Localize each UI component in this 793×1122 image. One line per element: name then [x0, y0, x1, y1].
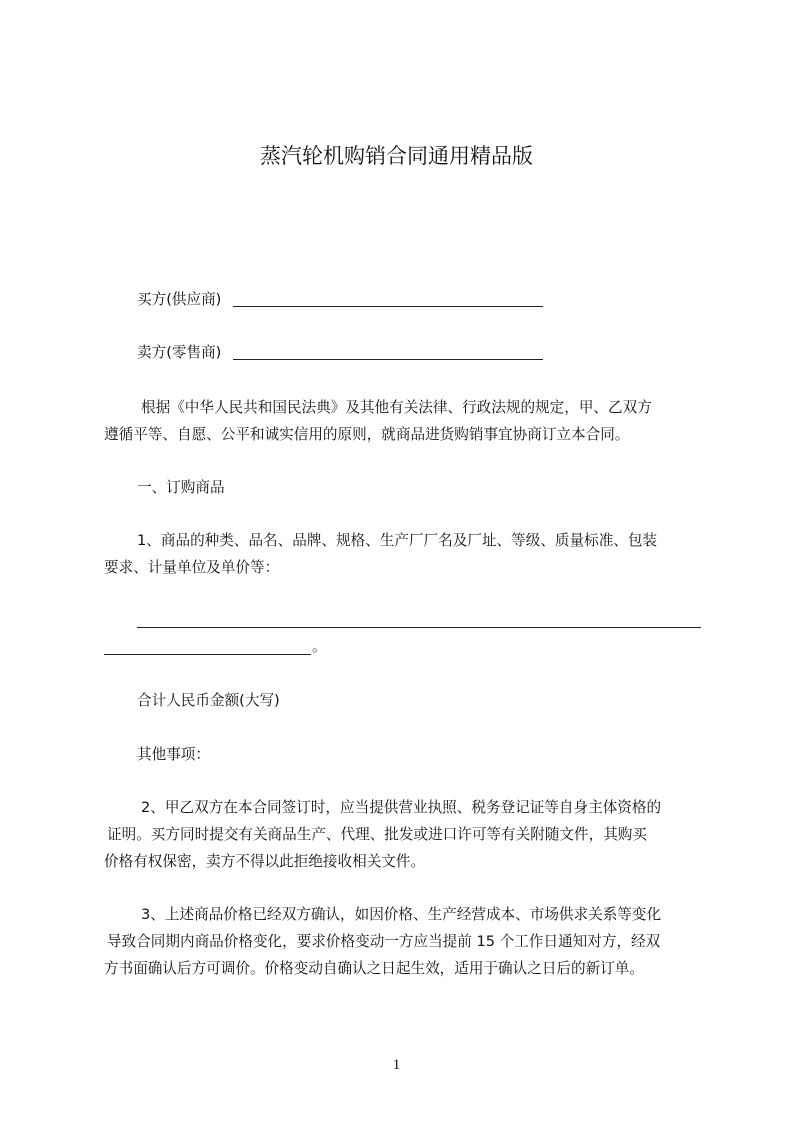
- clause-1-line-1: 1、商品的种类、品名、品牌、规格、生产厂厂名及厂址、等级、质量标准、包装: [137, 532, 658, 549]
- buyer-fill-line: [233, 306, 543, 307]
- clause-2-line-2: 证明。买方同时提交有关商品生产、代理、批发或进口许可等有关附随文件，其购买: [107, 826, 647, 843]
- seller-fill-line: [233, 359, 543, 360]
- clause-3-line-2: 导致合同期内商品价格变化，要求价格变动一方应当提前 15 个工作日通知对方，经双: [107, 933, 661, 950]
- section-heading: 一、订购商品: [137, 479, 225, 496]
- goods-fill-line-1: [137, 627, 701, 628]
- total-amount-label: 合计人民币金额(大写): [137, 692, 280, 709]
- document-title: 蒸汽轮机购销合同通用精品版: [260, 144, 533, 168]
- clause-1-line-2: 要求、计量单位及单价等：: [104, 559, 280, 576]
- clause-3-line-1: 3、上述商品价格已经双方确认，如因价格、生产经营成本、市场供求关系等变化: [141, 906, 662, 923]
- preamble-line-1: 根据《中华人民共和国民法典》及其他有关法律、行政法规的规定，甲、乙双方: [141, 399, 652, 416]
- clause-3-line-3: 方书面确认后方可调价。价格变动自确认之日起生效，适用于确认之日后的新订单。: [104, 960, 644, 977]
- buyer-label: 买方(供应商): [137, 291, 222, 308]
- other-matters-label: 其他事项：: [137, 746, 210, 763]
- fill-end-mark: 。: [312, 638, 327, 655]
- page-number: 1: [392, 1057, 401, 1073]
- preamble-line-2: 遵循平等、自愿、公平和诚实信用的原则，就商品进货购销事宜协商订立本合同。: [104, 426, 630, 443]
- goods-fill-line-2: [104, 654, 311, 655]
- seller-label: 卖方(零售商): [137, 344, 222, 361]
- clause-2-line-3: 价格有权保密，卖方不得以此拒绝接收相关文件。: [104, 853, 426, 870]
- clause-2-line-1: 2、甲乙双方在本合同签订时，应当提供营业执照、税务登记证等自身主体资格的: [141, 799, 662, 816]
